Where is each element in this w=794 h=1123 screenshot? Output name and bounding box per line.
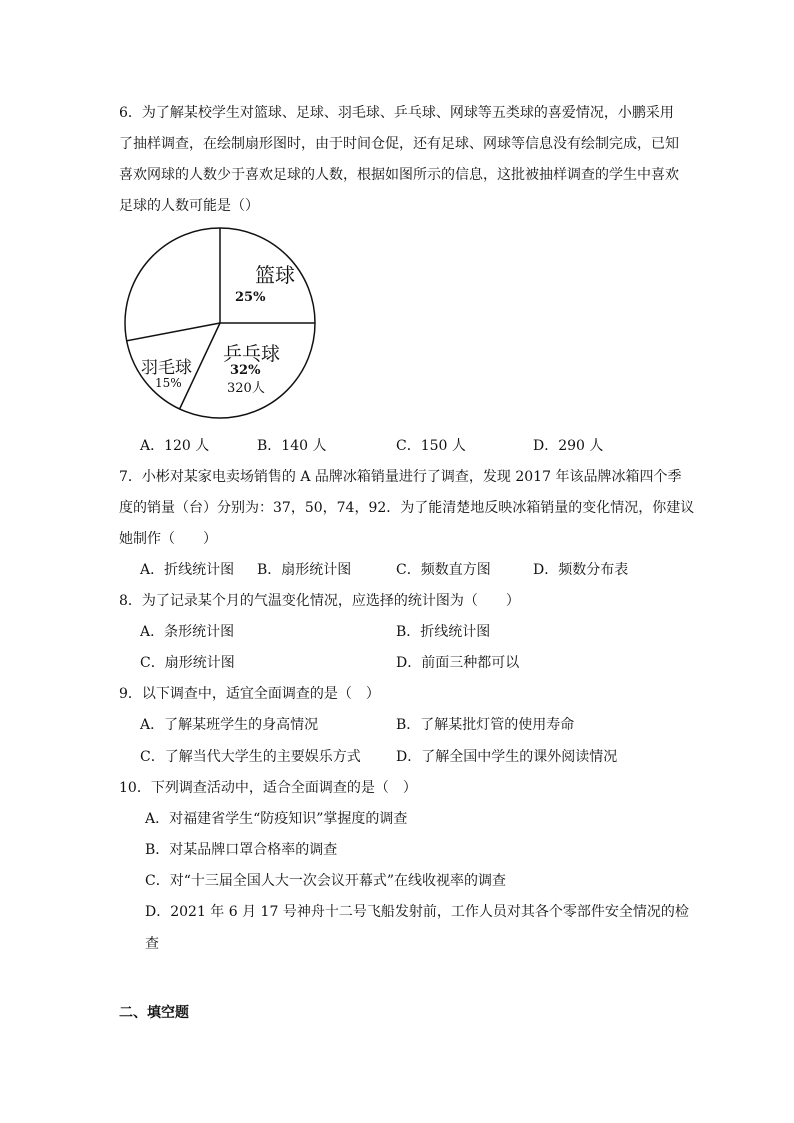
q8-stem: 8．为了记录某个月的气温变化情况，应选择的统计图为（ ） [119,593,520,609]
q6-line-1: 6．为了解某校学生对篮球、足球、羽毛球、乒乓球、网球等五类球的喜爱情况，小鹏采用 [119,105,674,121]
q6-option-d[interactable]: D．290 人 [533,438,604,454]
q8-option-d[interactable]: D．前面三种都可以 [396,655,520,671]
q7-option-c[interactable]: C．频数直方图 [396,562,491,578]
slice-percent-pingpong: 32% [230,363,261,378]
slice-percent-badminton: 15% [155,376,182,390]
q7-option-b[interactable]: B．扇形统计图 [257,562,352,578]
slice-label-pingpong: 乒乓球 [223,343,281,365]
q7-line-1: 7．小彬对某家电卖场销售的 A 品牌冰箱销量进行了调查，发现 2017 年该品牌冰箱四个季 [119,469,682,485]
q10-option-a[interactable]: A．对福建省学生“防疫知识”掌握度的调查 [145,811,408,827]
slice-percent-basketball: 25% [235,290,266,305]
q6-line-4: 足球的人数可能是（） [119,198,259,214]
q10-option-c[interactable]: C．对“十三届全国人大一次会议开幕式”在线收视率的调查 [145,873,507,889]
q7-option-d[interactable]: D．频数分布表 [533,562,629,578]
q10-stem: 10．下列调查活动中，适合全面调查的是（ ） [119,780,417,796]
q9-option-b[interactable]: B．了解某批灯管的使用寿命 [396,717,575,733]
q10-option-b[interactable]: B．对某品牌口罩合格率的调查 [145,842,338,858]
slice-count-pingpong: 320人 [227,381,265,396]
q9-stem: 9．以下调查中，适宜全面调查的是（ ） [119,686,380,702]
pie-chart [120,227,330,427]
q7-line-3: 她制作（ ） [119,531,217,547]
q10-option-d[interactable]: D．2021 年 6 月 17 号神舟十二号飞船发射前，工作人员对其各个零部件安全情况的检 [145,904,689,920]
q9-option-d[interactable]: D．了解全国中学生的课外阅读情况 [396,749,618,765]
q8-option-c[interactable]: C．扇形统计图 [140,655,235,671]
q10-option-d-continued: 查 [145,936,159,952]
q6-line-2: 了抽样调查，在绘制扇形图时，由于时间仓促，还有足球、网球等信息没有绘制完成，已知 [119,136,679,152]
q6-option-c[interactable]: C．150 人 [396,438,466,454]
section-title: 二、填空题 [119,1005,189,1021]
q7-line-2: 度的销量（台）分别为：37，50，74，92．为了能清楚地反映冰箱销量的变化情况，你建议 [119,500,695,516]
q6-line-3: 喜欢网球的人数少于喜欢足球的人数，根据如图所示的信息，这批被抽样调查的学生中喜欢 [119,167,679,183]
q9-option-a[interactable]: A．了解某班学生的身高情况 [140,717,319,733]
q6-option-a[interactable]: A．120 人 [140,438,210,454]
q8-option-a[interactable]: A．条形统计图 [140,624,235,640]
slice-label-badminton: 羽毛球 [141,358,192,378]
slice-label-basketball: 篮球 [255,263,295,287]
q6-option-b[interactable]: B．140 人 [257,438,327,454]
q8-option-b[interactable]: B．折线统计图 [396,624,491,640]
q7-option-a[interactable]: A．折线统计图 [140,562,235,578]
q9-option-c[interactable]: C．了解当代大学生的主要娱乐方式 [140,749,361,765]
